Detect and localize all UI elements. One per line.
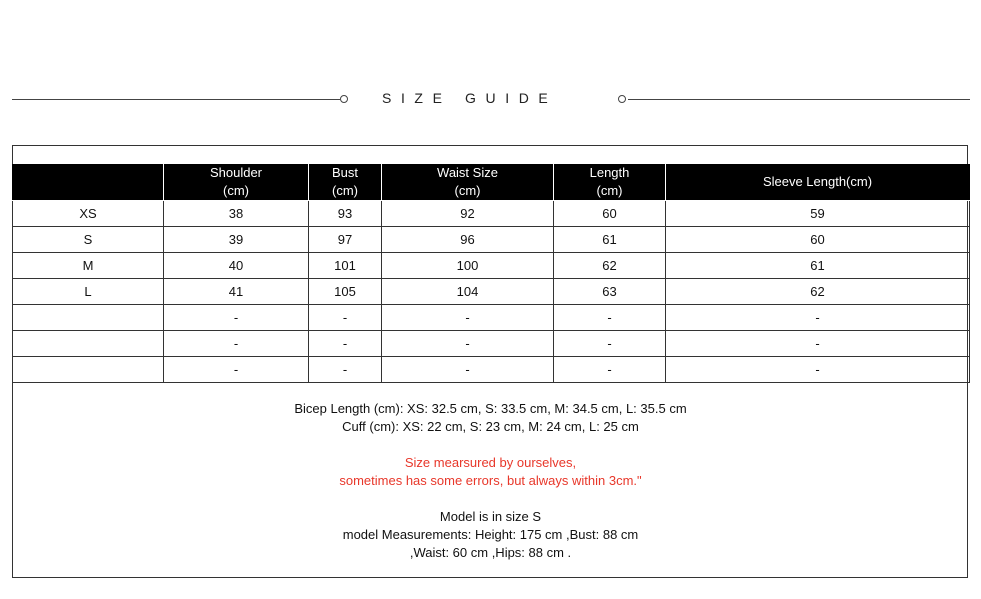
cell-size: XS bbox=[13, 201, 164, 227]
cell-size: L bbox=[13, 279, 164, 305]
table-row bbox=[13, 253, 970, 279]
cell-bust: 101 bbox=[309, 253, 382, 279]
header-unit: (cm) bbox=[332, 183, 358, 198]
cell-shoulder: 40 bbox=[164, 253, 309, 279]
page-title: SIZE GUIDE bbox=[382, 90, 558, 106]
cell-waist: 104 bbox=[382, 279, 554, 305]
header-bust bbox=[309, 164, 382, 201]
cell-length: 63 bbox=[554, 279, 666, 305]
model-measurements-line-1: model Measurements: Height: 175 cm ,Bust: 88 cm bbox=[342, 527, 639, 542]
cell-sleeve-length: 59 bbox=[666, 201, 970, 227]
table-row bbox=[13, 357, 970, 383]
size-guide-title-rule bbox=[0, 88, 981, 112]
header-unit: (cm) bbox=[223, 183, 249, 198]
cell-waist: - bbox=[382, 305, 554, 331]
header-label: Sleeve Length(cm) bbox=[762, 174, 873, 189]
disclaimer-line-1: Size mearsured by ourselves, bbox=[404, 455, 577, 470]
cell-size bbox=[13, 357, 164, 383]
table-row bbox=[13, 201, 970, 227]
size-table bbox=[12, 164, 970, 383]
cell-shoulder: - bbox=[164, 305, 309, 331]
cell-bust: 97 bbox=[309, 227, 382, 253]
header-waist bbox=[382, 164, 554, 201]
cell-bust: 105 bbox=[309, 279, 382, 305]
cell-length: 61 bbox=[554, 227, 666, 253]
title-divider-left bbox=[12, 99, 340, 100]
table-row bbox=[13, 227, 970, 253]
header-unit: (cm) bbox=[596, 183, 623, 198]
bicep-length-note: Bicep Length (cm): XS: 32.5 cm, S: 33.5 cm, M: 34.5 cm, L: 35.5 cm bbox=[294, 401, 687, 416]
title-circle-left-icon bbox=[340, 95, 348, 103]
disclaimer-line-2: sometimes has some errors, but always within 3cm." bbox=[339, 473, 642, 488]
cell-bust: 93 bbox=[309, 201, 382, 227]
cell-size bbox=[13, 305, 164, 331]
cell-sleeve-length: - bbox=[666, 357, 970, 383]
header-label: Waist Size bbox=[437, 165, 498, 180]
cell-shoulder: 39 bbox=[164, 227, 309, 253]
cell-waist: 96 bbox=[382, 227, 554, 253]
cell-bust: - bbox=[309, 331, 382, 357]
cuff-note: Cuff (cm): XS: 22 cm, S: 23 cm, M: 24 cm, L: 25 cm bbox=[342, 419, 639, 434]
cell-sleeve-length: - bbox=[666, 331, 970, 357]
header-shoulder bbox=[164, 164, 309, 201]
cell-sleeve-length: 62 bbox=[666, 279, 970, 305]
header-unit: (cm) bbox=[454, 183, 481, 198]
cell-sleeve-length: - bbox=[666, 305, 970, 331]
cell-waist: 100 bbox=[382, 253, 554, 279]
model-measurements-line-2: ,Waist: 60 cm ,Hips: 88 cm . bbox=[409, 545, 572, 560]
cell-size bbox=[13, 331, 164, 357]
header-sleeve-length bbox=[666, 164, 970, 201]
cell-bust: - bbox=[309, 305, 382, 331]
header-label: Length bbox=[589, 165, 630, 180]
cell-length: - bbox=[554, 357, 666, 383]
cell-shoulder: 41 bbox=[164, 279, 309, 305]
table-row bbox=[13, 279, 970, 305]
title-circle-right-icon bbox=[618, 95, 626, 103]
cell-shoulder: 38 bbox=[164, 201, 309, 227]
header-label: Shoulder bbox=[209, 165, 263, 180]
cell-bust: - bbox=[309, 357, 382, 383]
cell-size: S bbox=[13, 227, 164, 253]
cell-length: 60 bbox=[554, 201, 666, 227]
table-row bbox=[13, 331, 970, 357]
cell-sleeve-length: 61 bbox=[666, 253, 970, 279]
cell-waist: - bbox=[382, 331, 554, 357]
cell-length: - bbox=[554, 331, 666, 357]
size-notes bbox=[12, 400, 969, 562]
table-row bbox=[13, 305, 970, 331]
header-size bbox=[13, 164, 164, 201]
header-length bbox=[554, 164, 666, 201]
model-size-note: Model is in size S bbox=[439, 509, 542, 524]
title-divider-right bbox=[628, 99, 970, 100]
cell-waist: 92 bbox=[382, 201, 554, 227]
cell-size: M bbox=[13, 253, 164, 279]
cell-shoulder: - bbox=[164, 357, 309, 383]
cell-length: 62 bbox=[554, 253, 666, 279]
table-header-row bbox=[13, 164, 970, 201]
cell-shoulder: - bbox=[164, 331, 309, 357]
header-label: Bust bbox=[331, 165, 358, 180]
cell-length: - bbox=[554, 305, 666, 331]
cell-sleeve-length: 60 bbox=[666, 227, 970, 253]
cell-waist: - bbox=[382, 357, 554, 383]
